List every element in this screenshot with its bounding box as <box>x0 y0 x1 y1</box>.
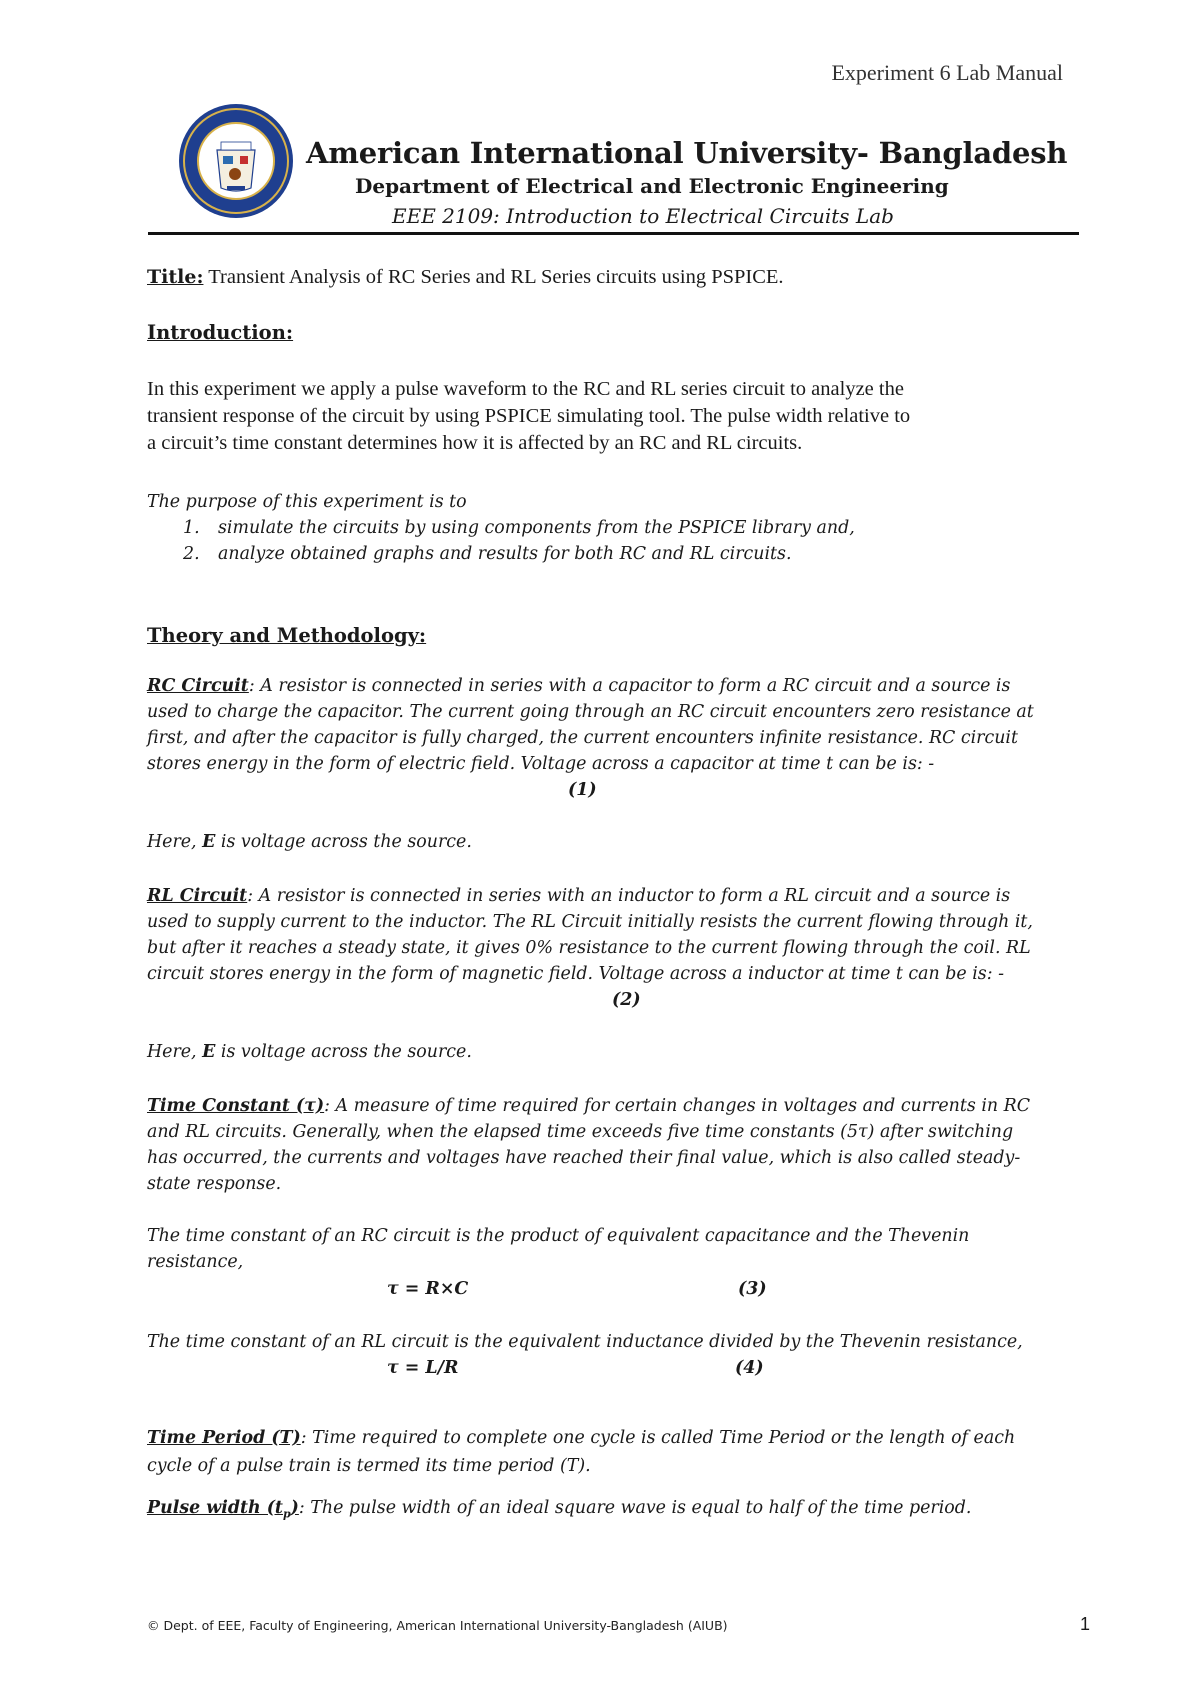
rc-here-post: is voltage across the source. <box>215 832 472 852</box>
tc-line-3: has occurred, the currents and voltages have reached their final value, which is also called steady- <box>147 1148 1021 1168</box>
intro-line-3: a circuit’s time constant determines how it is affected by an RC and RL circuits. <box>147 432 803 454</box>
period-line-1 <box>147 1428 1015 1448</box>
rl-here-line <box>147 1042 472 1062</box>
equation-number-2: (2) <box>612 990 641 1010</box>
header-divider <box>148 232 1079 235</box>
introduction-heading: Introduction: <box>147 321 294 344</box>
rl-term: RL Circuit <box>147 886 248 906</box>
equation-number-1: (1) <box>568 780 597 800</box>
rl-line-2: used to supply current to the inductor. The RL Circuit initially resists the current flowing through it, <box>147 912 1033 932</box>
tc-rc-line-1: The time constant of an RC circuit is the product of equivalent capacitance and the Thevenin <box>147 1226 970 1246</box>
period-term: Time Period (T) <box>147 1428 301 1448</box>
purpose-num-2: 2. <box>183 544 200 564</box>
theory-heading: Theory and Methodology: <box>147 624 427 647</box>
university-name: American International University- Bangladesh <box>306 136 1068 170</box>
rl-here-post: is voltage across the source. <box>215 1042 472 1062</box>
rl-text-1: : A resistor is connected in series with an inductor to form a RL circuit and a source is <box>247 886 1011 906</box>
period-line-2: cycle of a pulse train is termed its time period (T). <box>147 1456 591 1476</box>
title-line <box>147 266 784 289</box>
rl-here-var: E <box>202 1042 216 1062</box>
title-label: Title: <box>147 266 204 288</box>
tc-term: Time Constant (τ) <box>147 1096 325 1116</box>
tc-line-4: state response. <box>147 1174 282 1194</box>
course-name: EEE 2109: Introduction to Electrical Circuits Lab <box>392 204 894 228</box>
intro-line-1: In this experiment we apply a pulse waveform to the RC and RL series circuit to analyze the <box>147 378 904 400</box>
equation-number-3: (3) <box>738 1279 767 1299</box>
page-number: 1 <box>1079 1614 1090 1634</box>
pulse-term <box>147 1498 299 1521</box>
pulse-term-end: ) <box>290 1498 299 1518</box>
title-text: Transient Analysis of RC Series and RL Series circuits using PSPICE. <box>208 266 784 288</box>
purpose-item-1: simulate the circuits by using components from the PSPICE library and, <box>218 518 855 538</box>
tc-text-1: : A measure of time required for certain changes in voltages and currents in RC <box>324 1096 1031 1116</box>
purpose-num-1: 1. <box>183 518 200 538</box>
rc-here-line <box>147 832 472 852</box>
tc-line-1 <box>147 1096 1030 1116</box>
rc-term: RC Circuit <box>147 676 249 696</box>
equation-4: τ = L/R <box>387 1358 459 1378</box>
university-logo <box>177 102 295 220</box>
tc-rc-line-2: resistance, <box>147 1252 244 1272</box>
purpose-intro: The purpose of this experiment is to <box>147 492 467 512</box>
rl-line-3: but after it reaches a steady state, it gives 0% resistance to the current flowing through the coil. RL <box>147 938 1031 958</box>
intro-line-2: transient response of the circuit by using PSPICE simulating tool. The pulse width relative to <box>147 405 911 427</box>
footer-copyright: © Dept. of EEE, Faculty of Engineering, American International University-Bangladesh (AIUB) <box>147 1618 728 1633</box>
rc-here-var: E <box>202 832 216 852</box>
pulse-term-main: Pulse width (t <box>147 1498 283 1518</box>
equation-number-4: (4) <box>735 1358 764 1378</box>
equation-3: τ = R×C <box>387 1279 469 1299</box>
rl-line-4: circuit stores energy in the form of magnetic field. Voltage across a inductor at time t can be is: - <box>147 964 1004 984</box>
pulse-line <box>147 1498 971 1520</box>
rl-here-pre: Here, <box>147 1042 203 1062</box>
rc-line-3: first, and after the capacitor is fully charged, the current encounters infinite resistance. RC circuit <box>147 728 1018 748</box>
tc-rl-line: The time constant of an RL circuit is the equivalent inductance divided by the Thevenin resistance, <box>147 1332 1023 1352</box>
period-text-1: : Time required to complete one cycle is called Time Period or the length of each <box>300 1428 1016 1448</box>
tc-line-2: and RL circuits. Generally, when the elapsed time exceeds five time constants (5τ) after switching <box>147 1122 1014 1142</box>
rl-line-1 <box>147 886 1010 906</box>
pulse-text: : The pulse width of an ideal square wave is equal to half of the time period. <box>298 1498 972 1518</box>
pulse-term-sub: p <box>282 1507 291 1521</box>
rc-here-pre: Here, <box>147 832 203 852</box>
rc-text-1: : A resistor is connected in series with a capacitor to form a RC circuit and a source is <box>248 676 1011 696</box>
rc-line-2: used to charge the capacitor. The current going through an RC circuit encounters zero resistance at <box>147 702 1034 722</box>
purpose-item-2: analyze obtained graphs and results for both RC and RL circuits. <box>218 544 792 564</box>
rc-line-1 <box>147 676 1010 696</box>
department-name: Department of Electrical and Electronic Engineering <box>355 174 949 198</box>
rc-line-4: stores energy in the form of electric field. Voltage across a capacitor at time t can be is: - <box>147 754 935 774</box>
manual-label: Experiment 6 Lab Manual <box>831 60 1063 85</box>
